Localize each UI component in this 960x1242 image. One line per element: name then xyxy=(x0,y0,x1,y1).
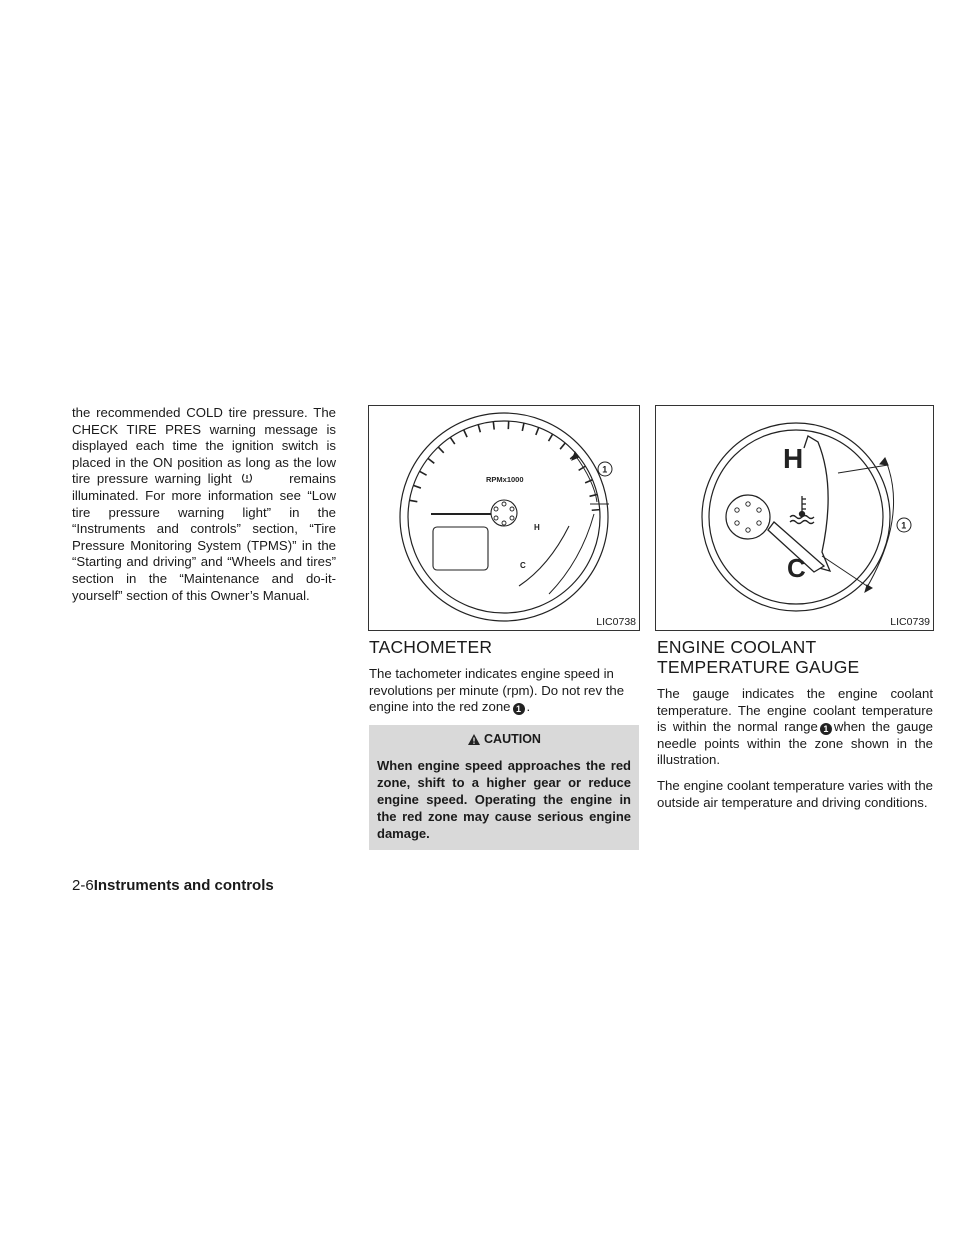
coolant-gauge-illustration xyxy=(655,405,934,631)
tachometer-text-end: . xyxy=(526,699,531,715)
tach-tick xyxy=(560,443,565,449)
ref-1-tach: 1 xyxy=(513,703,525,715)
gauge-c-label: C xyxy=(520,561,526,570)
tach-tick xyxy=(549,434,553,441)
tach-tick xyxy=(478,425,480,433)
coolant-temperature-icon xyxy=(790,496,814,524)
page-footer xyxy=(72,877,274,894)
column-2 xyxy=(369,637,639,850)
tire-pressure-warning-icon xyxy=(238,472,282,484)
rpm-label: RPMx1000 xyxy=(486,475,524,484)
coolant-c-label: C xyxy=(787,553,806,583)
coolant-text-1b: when the gauge needle points within the zone shown in the illustration. xyxy=(657,719,934,768)
tpms-text-1: the recommended COLD tire pressure. The CHECK TIRE PRES warning message is displayed each time the ignition switch is placed in the ON position as long as the low tire pressure warning light xyxy=(72,405,336,487)
figure-code-tach: LIC0738 xyxy=(596,616,636,628)
section-title: Instruments and controls xyxy=(93,877,274,894)
tachometer-paragraph xyxy=(369,666,639,716)
caution-box xyxy=(369,725,639,851)
tach-tick xyxy=(493,422,494,430)
tach-tick xyxy=(536,427,539,434)
column-1 xyxy=(72,405,336,613)
ref-1-coolant: 1 xyxy=(820,723,832,735)
figure-code-coolant: LIC0739 xyxy=(890,616,930,628)
tach-tick xyxy=(450,437,454,444)
coolant-h-label: H xyxy=(783,443,804,474)
coolant-paragraph-1 xyxy=(657,686,933,769)
tachometer-heading: TACHOMETER xyxy=(369,637,493,657)
tachometer-text: The tachometer indicates engine speed in revolutions per minute (rpm). Do not rev the engine into the red zone xyxy=(369,666,625,715)
page-number: 2-6 xyxy=(72,877,94,894)
tach-tick xyxy=(420,471,427,475)
coolant-heading: ENGINE COOLANT TEMPERATURE GAUGE xyxy=(657,637,860,677)
coolant-text-1: The gauge indicates the engine coolant temperature. The engine coolant temperature is within the normal range xyxy=(657,686,933,735)
caution-header xyxy=(377,731,631,751)
tpms-paragraph xyxy=(72,405,336,604)
callout-1-tach: 1 xyxy=(602,464,608,475)
tachometer-drawing xyxy=(369,406,639,630)
tach-tick xyxy=(428,458,434,463)
gauge-h-label: H xyxy=(534,523,540,532)
tach-tick xyxy=(438,447,443,453)
tach-tick xyxy=(409,500,417,501)
tachometer-illustration xyxy=(368,405,640,631)
callout-1-coolant: 1 xyxy=(901,520,907,531)
column-3 xyxy=(657,637,933,820)
coolant-gauge-drawing xyxy=(656,406,933,630)
tach-tick xyxy=(592,510,600,511)
caution-title: CAUTION xyxy=(484,731,541,746)
tach-tick xyxy=(413,485,421,488)
tach-tick xyxy=(522,423,524,431)
tach-tick xyxy=(464,430,467,437)
caution-text: When engine speed approaches the red zone, shift to a higher gear or reduce engine speed. Operating the engine in the red zone may cause serious engine damage. xyxy=(377,758,631,842)
tpms-text-2: remains illuminated. For more information see “Low tire pressure warning light” in the “Instruments and controls” section, “Tire Pressure Monitoring System (TPMS)” in the “Starting and driving” and “Wheels and tires” section in the “Maintenance and do-it-yourself” section of this Owner’s Manual. xyxy=(72,471,336,603)
warning-triangle-icon xyxy=(467,733,481,751)
coolant-paragraph-2: The engine coolant temperature varies with the outside air temperature and driving conditions. xyxy=(657,777,933,810)
